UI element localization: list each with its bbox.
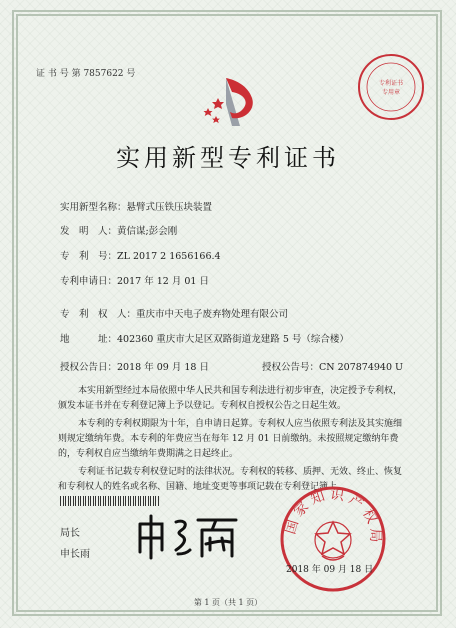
top-seal [356, 52, 426, 122]
body-paragraph: 本实用新型经过本局依照中华人民共和国专利法进行初步审查，决定授予专利权，颁发本证书并在专利登记簿上予以登记。专利权自授权公告之日起生效。 [58, 386, 403, 411]
field-grant-date [60, 359, 209, 373]
field-patentee [60, 306, 288, 320]
field-label: 授权公告号： [262, 362, 320, 373]
field-label: 专 利 权 人： [60, 309, 137, 320]
field-value: 2018 年 09 月 18 日 [117, 362, 209, 373]
svg-text:国家知识产权局: 国家知识产权局 [282, 486, 384, 547]
field-value: 黄信谋;彭会刚 [117, 226, 178, 237]
office-seal [278, 484, 388, 594]
field-value: 402360 重庆市大足区双路街道龙建路 5 号（综合楼） [117, 334, 349, 345]
field-label: 实用新型名称： [60, 202, 127, 213]
field-value: 重庆市中天电子废弃物处理有限公司 [136, 309, 289, 320]
field-patent-number [60, 248, 221, 262]
field-filing-date [60, 273, 209, 287]
director-title: 局长 [60, 528, 80, 539]
certificate-number: 证 书 号 第 7857622 号 [36, 69, 136, 79]
field-label: 发 明 人： [60, 226, 118, 237]
director-signature [132, 510, 242, 562]
field-value: 悬臂式压铁压块装置 [126, 202, 213, 213]
field-label: 地 址： [60, 334, 118, 345]
director-block [60, 524, 90, 560]
page-title: 实用新型专利证书 [116, 144, 340, 172]
field-label: 授权公告日： [60, 362, 118, 373]
svg-text:专用章: 专用章 [381, 89, 401, 96]
seal-date: 2018 年 09 月 18 日 [286, 565, 374, 575]
field-value: ZL 2017 2 1656166.4 [117, 251, 221, 262]
field-value: 2017 年 12 月 01 日 [117, 276, 209, 287]
field-label: 专 利 号： [60, 251, 118, 262]
certificate-body-text [58, 384, 410, 498]
svg-text:专利证书: 专利证书 [378, 80, 404, 87]
barcode [60, 496, 160, 506]
field-inventor [60, 223, 177, 237]
patent-office-logo-icon [198, 74, 260, 130]
field-utility-model-name [60, 199, 212, 213]
field-address [60, 331, 349, 345]
director-name: 申长雨 [60, 549, 90, 560]
page-footer: 第 1 页（共 1 页） [193, 598, 263, 607]
body-paragraph: 本专利的专利权期限为十年，自申请日起算。专利权人应当依照专利法及其实施细则规定缴纳年费。本专利的年费应当在每年 12 月 01 日前缴纳。未按照规定缴纳年费的，专利权自应当缴纳年费期满之日起终止。 [58, 419, 403, 459]
field-grant-number [262, 359, 403, 373]
field-value: CN 207874940 U [319, 362, 404, 373]
body-paragraph: 专利证书记载专利权登记时的法律状况。专利权的转移、质押、无效、终止、恢复和专利权人的姓名或名称、国籍、地址变更等事项记载在专利登记簿上。 [58, 467, 403, 492]
field-label: 专利申请日： [60, 276, 118, 287]
